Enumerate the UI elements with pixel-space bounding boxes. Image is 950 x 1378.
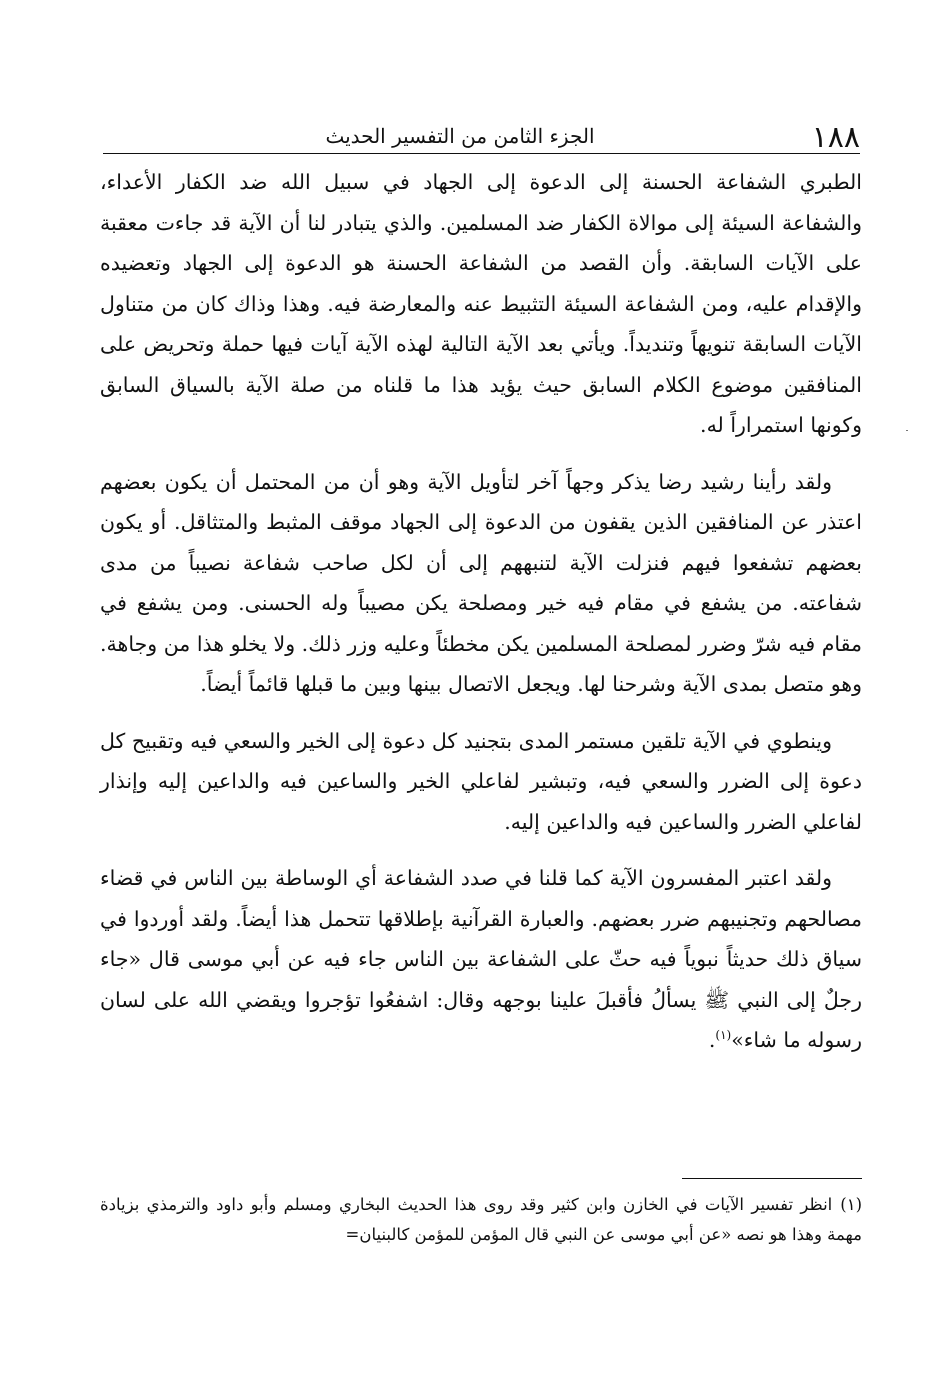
paragraph-3: وينطوي في الآية تلقين مستمر المدى بتجنيد كل دعوة إلى الخير والسعي فيه وتقبيح كل دعوة إلى الضرر والسعي فيه، وتبشير لفاعلي الخير والساعين فيه والداعين إليه وإنذار لفاعلي الضرر والساعين فيه والداعين إليه. [100, 728, 862, 834]
paragraph-4-text: ولقد اعتبر المفسرون الآية كما قلنا في صدد الشفاعة أي الوساطة بين الناس في قضاء مصالحهم وتجنيبهم ضرر بعضهم. والعبارة القرآنية بإطلاقها تتحمل هذا أيضاً. ولقد أوردوا في سياق ذلك حديثاً نبوياً فيه حثّ على الشفاعة بين الناس جاء فيه عن أبي موسى قال «جاء رجلٌ إلى النبي ﷺ يسألُ فأقبلَ علينا بوجهه وقال: اشفعُوا تؤجروا ويقضي الله على لسان رسوله ما شاء» [100, 866, 862, 1052]
paragraph-1: الطبري الشفاعة الحسنة إلى الدعوة إلى الجهاد في سبيل الله ضد الكفار الأعداء، والشفاعة السيئة إلى موالاة الكفار ضد المسلمين. والذي يتبادر لنا أن الآية قد جاءت معقبة على الآيات السابقة. وأن القصد من الشفاعة الحسنة هو الدعوة إلى الجهاد وتعضيده والإقدام عليه، ومن الشفاعة السيئة التثبيط عنه والمعارضة فيه. وهذا وذاك كان من متناول الآيات السابقة تنويهاً وتنديداً. ويأتي بعد الآية التالية لهذه الآية آيات فيها حملة وتحريض على المنافقين موضوع الكلام السابق حيث يؤيد هذا ما قلناه من صلة الآية بالسياق السابق وكونها استمراراً له. [100, 170, 862, 437]
footnote-1 [100, 1190, 862, 1250]
main-text [100, 162, 862, 1077]
running-title: الجزء الثامن من التفسير الحديث [325, 124, 595, 148]
page-number: ١٨٨ [811, 120, 860, 155]
paragraph-4-tail: . [708, 1028, 716, 1052]
footnote-separator [682, 1178, 862, 1179]
footnotes [100, 1190, 862, 1250]
footnote-reference[interactable]: (١) [715, 1028, 732, 1043]
footnote-marker: (١) [840, 1195, 862, 1214]
header-rule [103, 153, 860, 154]
footnote-text: انظر تفسير الآيات في الخازن وابن كثير وقد روى هذا الحديث البخاري ومسلم وأبو داود والترمذي بزيادة مهمة وهذا هو نصه «عن أبي موسى عن النبي قال المؤمن للمؤمن كالبنيان= [100, 1195, 862, 1244]
paragraph-4 [100, 858, 862, 1061]
paragraph-2: ولقد رأينا رشيد رضا يذكر وجهاً آخر لتأويل الآية وهو أن من المحتمل أن يكون بعضهم اعتذر عن المنافقين الذين يقفون من الدعوة إلى الجهاد موقف المثبط والمتثاقل. أو يكون بعضهم تشفعوا فيهم فنزلت الآية لتنبههم إلى أن لكل صاحب شفاعة نصيباً من مدى شفاعته. من يشفع في مقام فيه خير ومصلحة يكن مصيباً وله الحسنى. ومن يشفع في مقام فيه شرّ وضرر لمصلحة المسلمين يكن مخطئاً وعليه وزر ذلك. ولا يخلو هذا من وجاهة. وهو متصل بمدى الآية وشرحنا لها. ويجعل الاتصال بينها وبين ما قبلها قائماً أيضاً. [100, 469, 862, 696]
margin-speck [906, 430, 908, 431]
